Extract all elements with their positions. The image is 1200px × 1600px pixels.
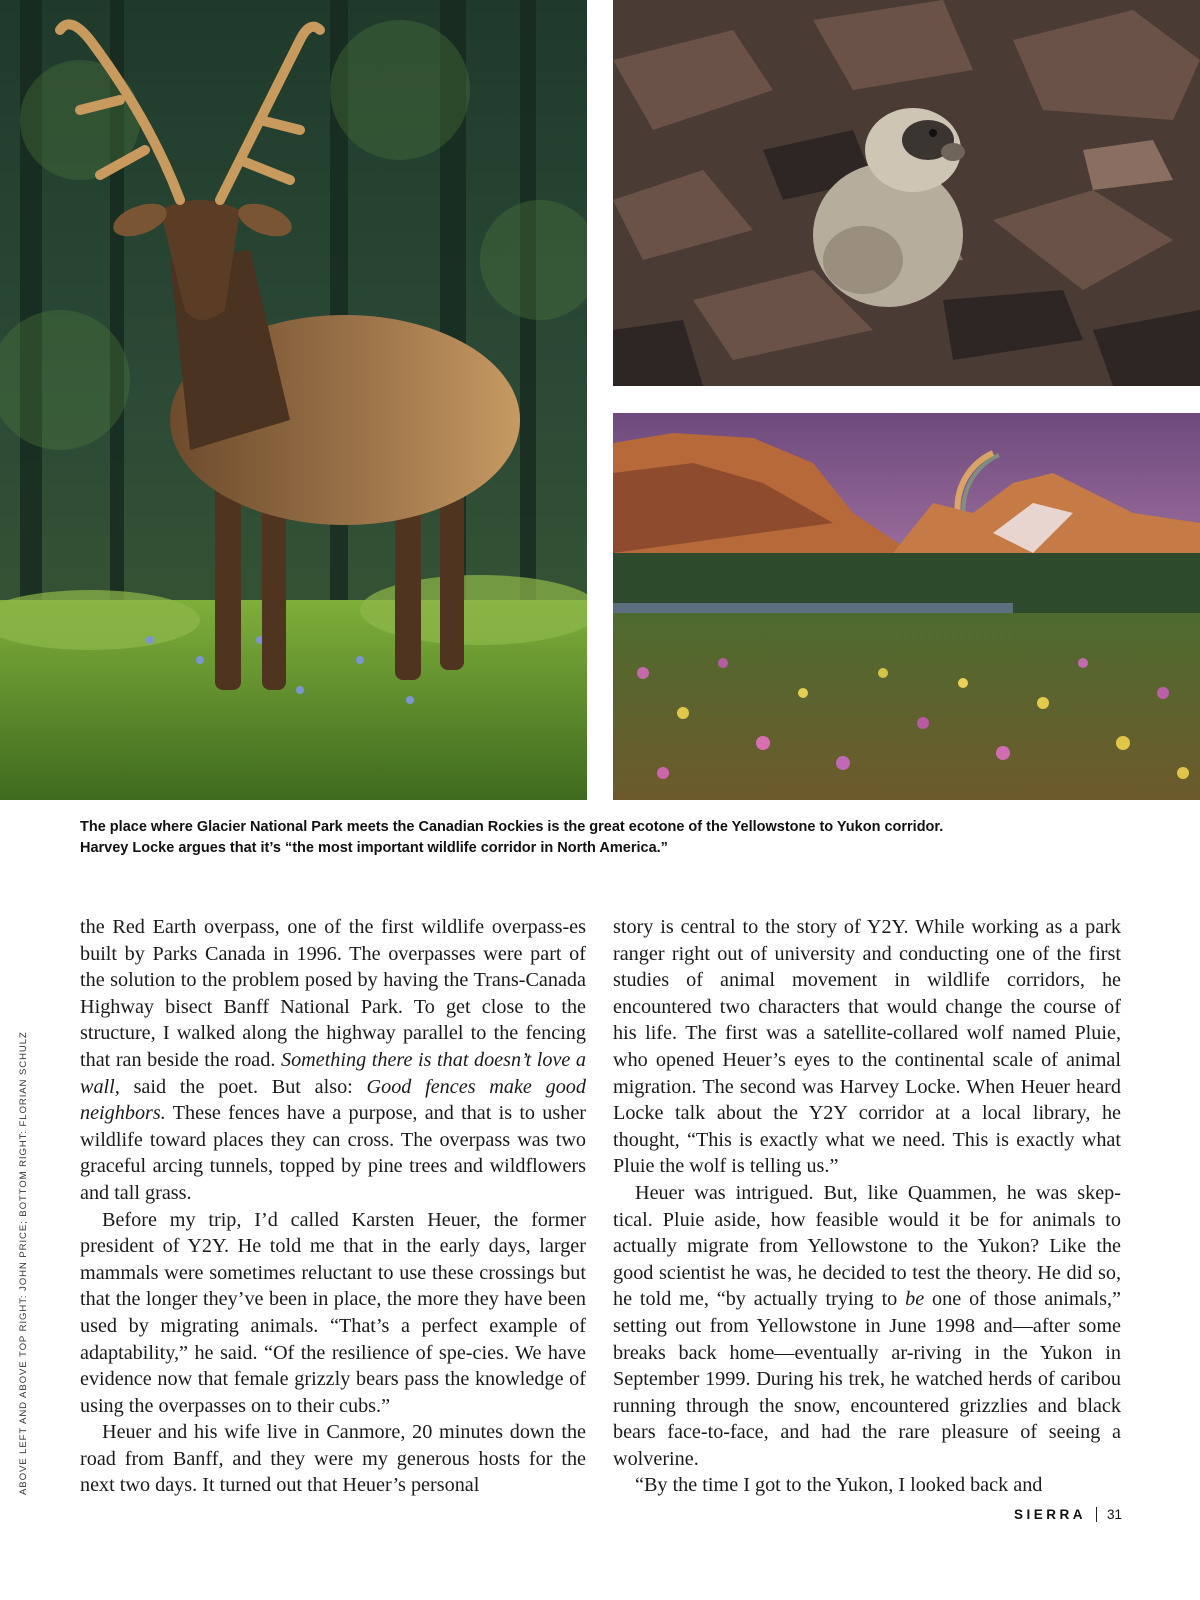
caption-line-2: Harvey Locke argues that it’s “the most important wildlife corridor in North America.” (80, 840, 668, 856)
article-column-left (80, 914, 586, 1499)
paragraph: the Red Earth overpass, one of the first wildlife overpass-es built by Parks Canada in 1996. The overpasses were part of the solution to the problem posed by having the Trans-Canada Highway bisect Banff National Park. To get close to the structure, I walked along the highway parallel to the fencing that ran beside the road. Something there is that doesn’t love a wall, said the poet. But also: Good fences make good neighbors. These fences have a purpose, and that is to usher wildlife toward places they can cross. The overpass was two graceful arcing tunnels, topped by pine trees and wildflowers and tall grass. (80, 916, 587, 1204)
marmot-photo (613, 0, 1200, 386)
paragraph: Heuer was intrigued. But, like Quammen, he was skep-tical. Pluie aside, how feasible would it be for animals to actually migrate from Yellowstone to the Yukon? Like the good scientist he was, he decided to test the theory. He did so, he told me, “by actually trying to be one of those animals,” setting out from Yellowstone in June 1998 and—after some breaks back home—eventually ar-riving in the Yukon in September 1999. During his trek, he watched herds of caribou running through the snow, encountered grizzlies and black bears face-to-face, and had the rare pleasure of seeing a wolverine. (613, 1181, 1122, 1470)
article-column-right (613, 914, 1121, 1499)
paragraph: Heuer and his wife live in Canmore, 20 minutes down the road from Banff, and they were my generous hosts for the next two days. It turned out that Heuer’s personal (80, 1421, 586, 1497)
paragraph: “By the time I got to the Yukon, I looked back and (635, 1474, 1043, 1497)
page-number: 31 (1106, 1507, 1122, 1522)
caption-line-1: The place where Glacier National Park meets the Canadian Rockies is the great ecotone of the Yellowstone to Yukon corridor. (80, 819, 944, 835)
paragraph: story is central to the story of Y2Y. While working as a park ranger right out of university and conducting one of the first studies of animal movement in wildlife corridors, he encountered two characters that would change the course of his life. The first was a satellite-collared wolf named Pluie, who opened Heuer’s eyes to the continental scale of animal migration. The second was Harvey Locke. When Heuer heard Locke talk about the Y2Y corridor at a local library, he thought, “This is exactly what we need. This is exactly what Pluie the wolf is telling us.” (613, 916, 1121, 1178)
elk-photo (0, 0, 587, 800)
photo-caption (80, 817, 1140, 859)
photo-credit: ABOVE LEFT AND ABOVE TOP RIGHT: JOHN PRICE; BOTTOM RIGHT: FLORIAN SCHULZ (18, 1031, 29, 1495)
mountain-meadow-photo (613, 413, 1200, 800)
magazine-name: SIERRA (1013, 1507, 1086, 1522)
page-footer (1014, 1507, 1122, 1522)
footer-divider (1096, 1507, 1097, 1522)
paragraph: Before my trip, I’d called Karsten Heuer, the former president of Y2Y. He told me that in the early days, larger mammals were sometimes reluctant to use these crossings but that the longer they’ve been in place, the more they have been used by migrating animals. “That’s a perfect example of adaptability,” he said. “Of the resilience of spe-cies. We have evidence now that female grizzly bears pass the knowledge of using the overpasses on to their cubs.” (80, 1208, 586, 1417)
